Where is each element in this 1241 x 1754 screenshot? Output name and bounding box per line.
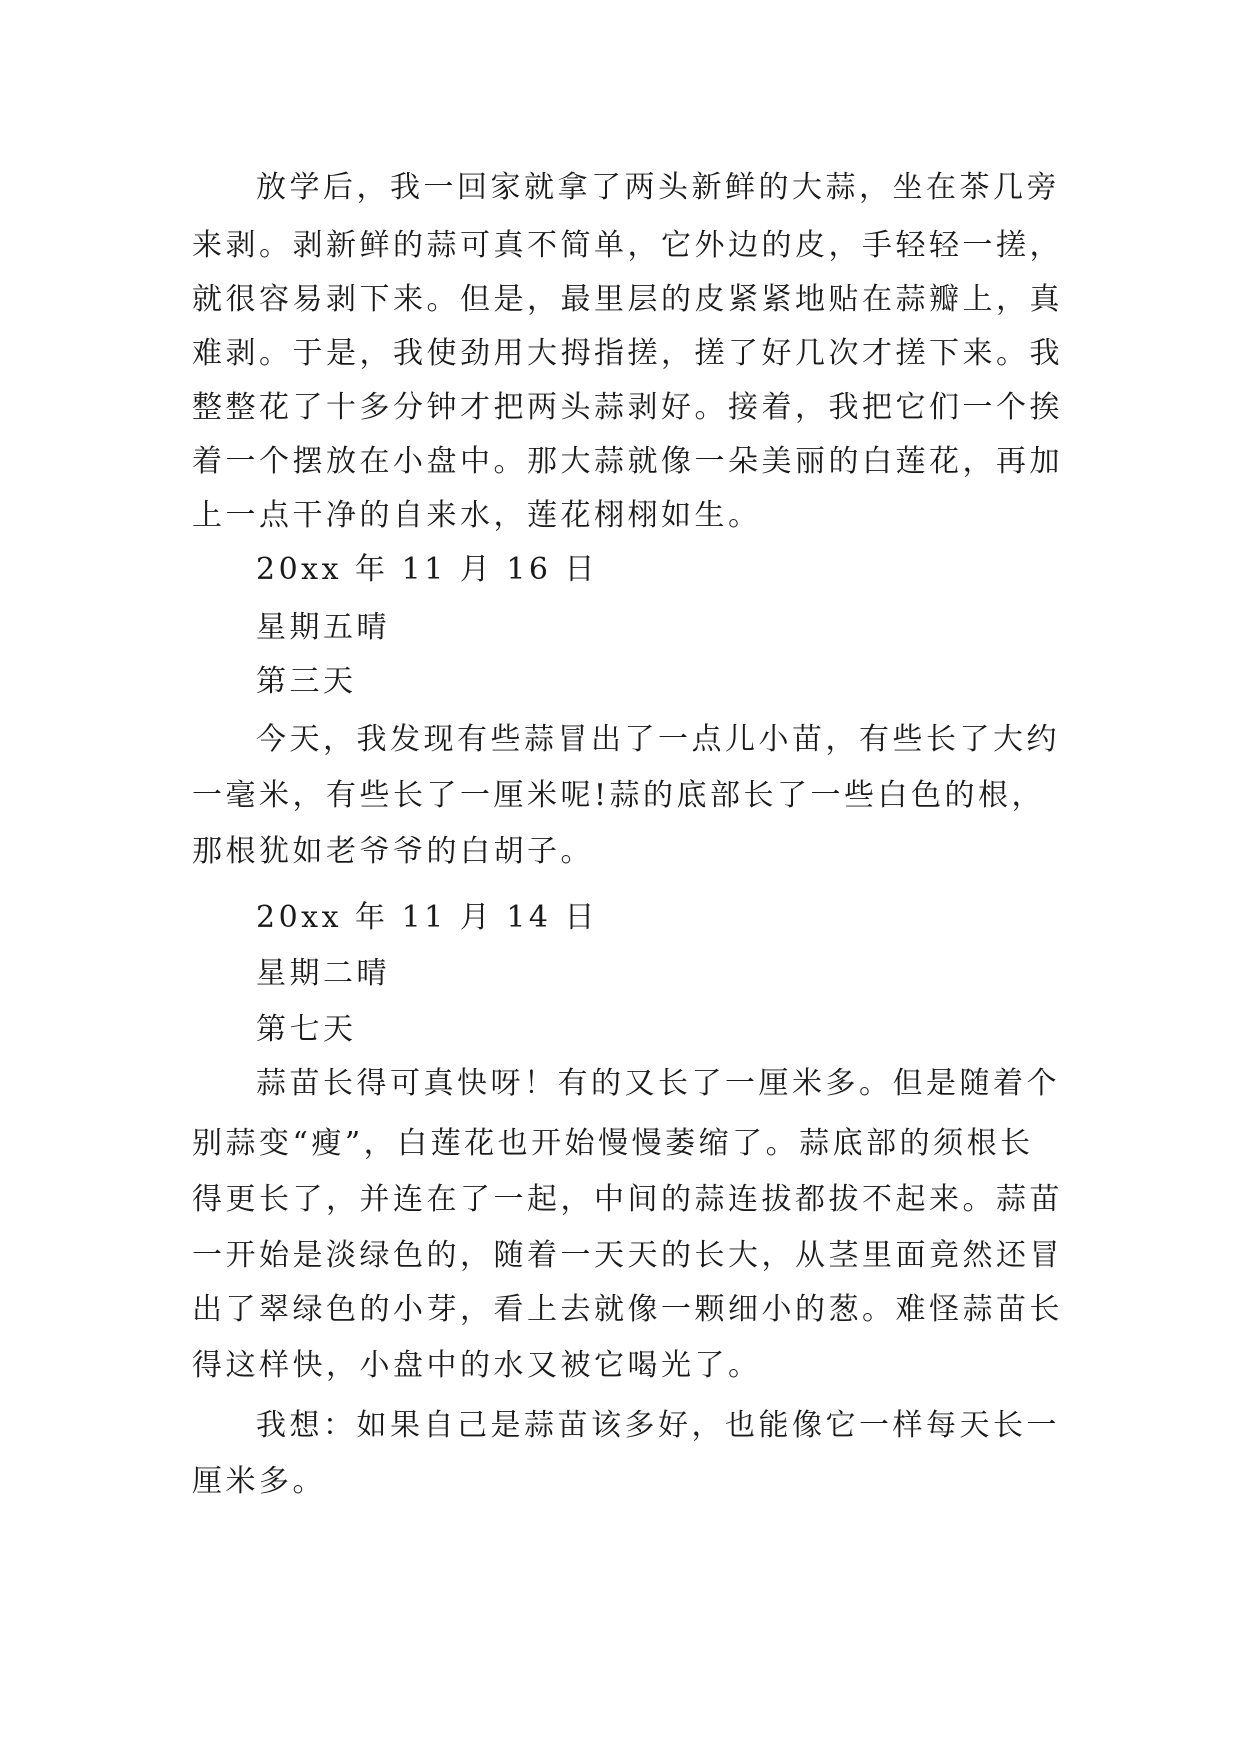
text-line: 蒜苗长得可真快呀！有的又长了一厘米多。但是随着个 bbox=[256, 1066, 1060, 1101]
text-line: 来剥。剥新鲜的蒜可真不简单，它外边的皮，手轻轻一搓， bbox=[192, 228, 1063, 263]
text-line: 整整花了十多分钟才把两头蒜剥好。接着，我把它们一个挨 bbox=[192, 390, 1063, 425]
text-line: 一毫米，有些长了一厘米呢!蒜的底部长了一些白色的根， bbox=[192, 778, 1046, 813]
day-heading: 第三天 bbox=[256, 664, 357, 699]
day-heading: 第七天 bbox=[256, 1012, 357, 1047]
text-line: 上一点干净的自来水，莲花栩栩如生。 bbox=[192, 498, 762, 533]
text-line: 得这样快，小盘中的水又被它喝光了。 bbox=[192, 1348, 762, 1383]
text-line: 得更长了，并连在了一起，中间的蒜连拔都拔不起来。蒜苗 bbox=[192, 1182, 1063, 1217]
text-line: 着一个摆放在小盘中。那大蒜就像一朵美丽的白莲花，再加 bbox=[192, 444, 1063, 479]
text-line: 放学后，我一回家就拿了两头新鲜的大蒜，坐在茶几旁 bbox=[256, 170, 1060, 205]
date-line: 20xx 年 11 月 16 日 bbox=[256, 552, 599, 587]
text-line: 难剥。于是，我使劲用大拇指搓，搓了好几次才搓下来。我 bbox=[192, 336, 1063, 371]
text-line: 别蒜变“瘦”，白莲花也开始慢慢萎缩了。蒜底部的须根长 bbox=[192, 1126, 1034, 1161]
text-line: 出了翠绿色的小芽，看上去就像一颗细小的葱。难怪蒜苗长 bbox=[192, 1292, 1063, 1327]
text-line: 厘米多。 bbox=[192, 1464, 326, 1499]
text-line: 一开始是淡绿色的，随着一天天的长大，从茎里面竟然还冒 bbox=[192, 1238, 1063, 1273]
text-line: 就很容易剥下来。但是，最里层的皮紧紧地贴在蒜瓣上，真 bbox=[192, 282, 1063, 317]
text-line: 那根犹如老爷爷的白胡子。 bbox=[192, 834, 594, 869]
text-line: 今天，我发现有些蒜冒出了一点儿小苗，有些长了大约 bbox=[256, 722, 1060, 757]
weekday-weather-line: 星期五晴 bbox=[256, 610, 390, 645]
weekday-weather-line: 星期二晴 bbox=[256, 956, 390, 991]
date-line: 20xx 年 11 月 14 日 bbox=[256, 900, 599, 935]
text-line: 我想：如果自己是蒜苗该多好，也能像它一样每天长一 bbox=[256, 1408, 1060, 1443]
